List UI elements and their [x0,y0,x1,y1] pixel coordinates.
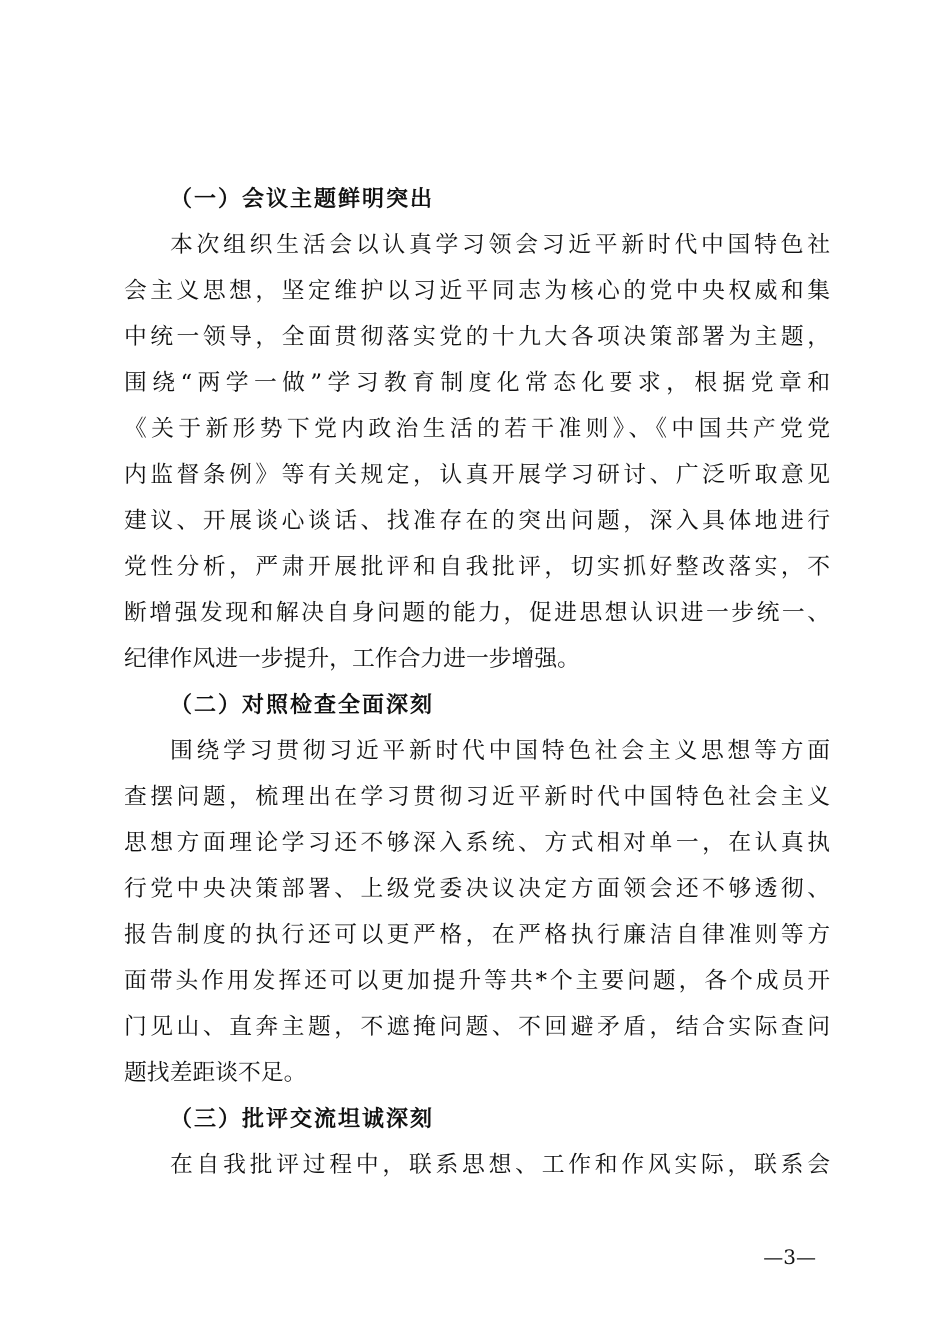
section-3 [124,1096,830,1188]
paragraph-line: 中统一领导，全面贯彻落实党的十九大各项决策部署为主题， [124,324,830,350]
paragraph-line: 面带头作用发挥还可以更加提升等共*个主要问题，各个成员开 [124,968,830,994]
paragraph [124,1142,830,1188]
paragraph-line: 门见山、直奔主题，不遮掩问题、不回避矛盾，结合实际查问 [124,1014,830,1040]
paragraph-line: 党性分析，严肃开展批评和自我批评，切实抓好整改落实，不 [124,554,830,580]
paragraph [124,222,830,682]
paragraph-line: 《关于新形势下党内政治生活的若干准则》、《中国共产党党 [124,416,830,442]
page-number: —3— [763,1245,816,1269]
paragraph-line: 内监督条例》等有关规定，认真开展学习研讨、广泛听取意见 [124,462,830,488]
section-heading: （三）批评交流坦诚深刻 [170,1106,435,1132]
paragraph-line: 查摆问题，梳理出在学习贯彻习近平新时代中国特色社会主义 [124,784,830,810]
paragraph-line: 思想方面理论学习还不够深入系统、方式相对单一，在认真执 [124,830,830,856]
section-2 [124,682,830,1096]
paragraph-line: 行党中央决策部署、上级党委决议决定方面领会还不够透彻、 [124,876,830,902]
paragraph-line: 在自我批评过程中，联系思想、工作和作风实际，联系会 [170,1152,830,1178]
section-heading: （二）对照检查全面深刻 [170,692,435,718]
section-heading: （一）会议主题鲜明突出 [170,186,435,212]
paragraph-line: 会主义思想，坚定维护以习近平同志为核心的党中央权威和集 [124,278,830,304]
paragraph-line: 题找差距谈不足。 [124,1060,307,1086]
paragraph [124,728,830,1096]
document-body [124,176,830,1188]
paragraph-line: 本次组织生活会以认真学习领会习近平新时代中国特色社 [170,232,830,258]
paragraph-line: 围绕学习贯彻习近平新时代中国特色社会主义思想等方面 [170,738,830,764]
paragraph-line: 断增强发现和解决自身问题的能力，促进思想认识进一步统一、 [124,600,830,626]
paragraph-line: 围绕“两学一做”学习教育制度化常态化要求，根据党章和 [124,370,830,396]
paragraph-line: 建议、开展谈心谈话、找准存在的突出问题，深入具体地进行 [124,508,830,534]
section-1 [124,176,830,682]
paragraph-line: 报告制度的执行还可以更严格，在严格执行廉洁自律准则等方 [124,922,830,948]
paragraph-line: 纪律作风进一步提升，工作合力进一步增强。 [124,646,580,672]
